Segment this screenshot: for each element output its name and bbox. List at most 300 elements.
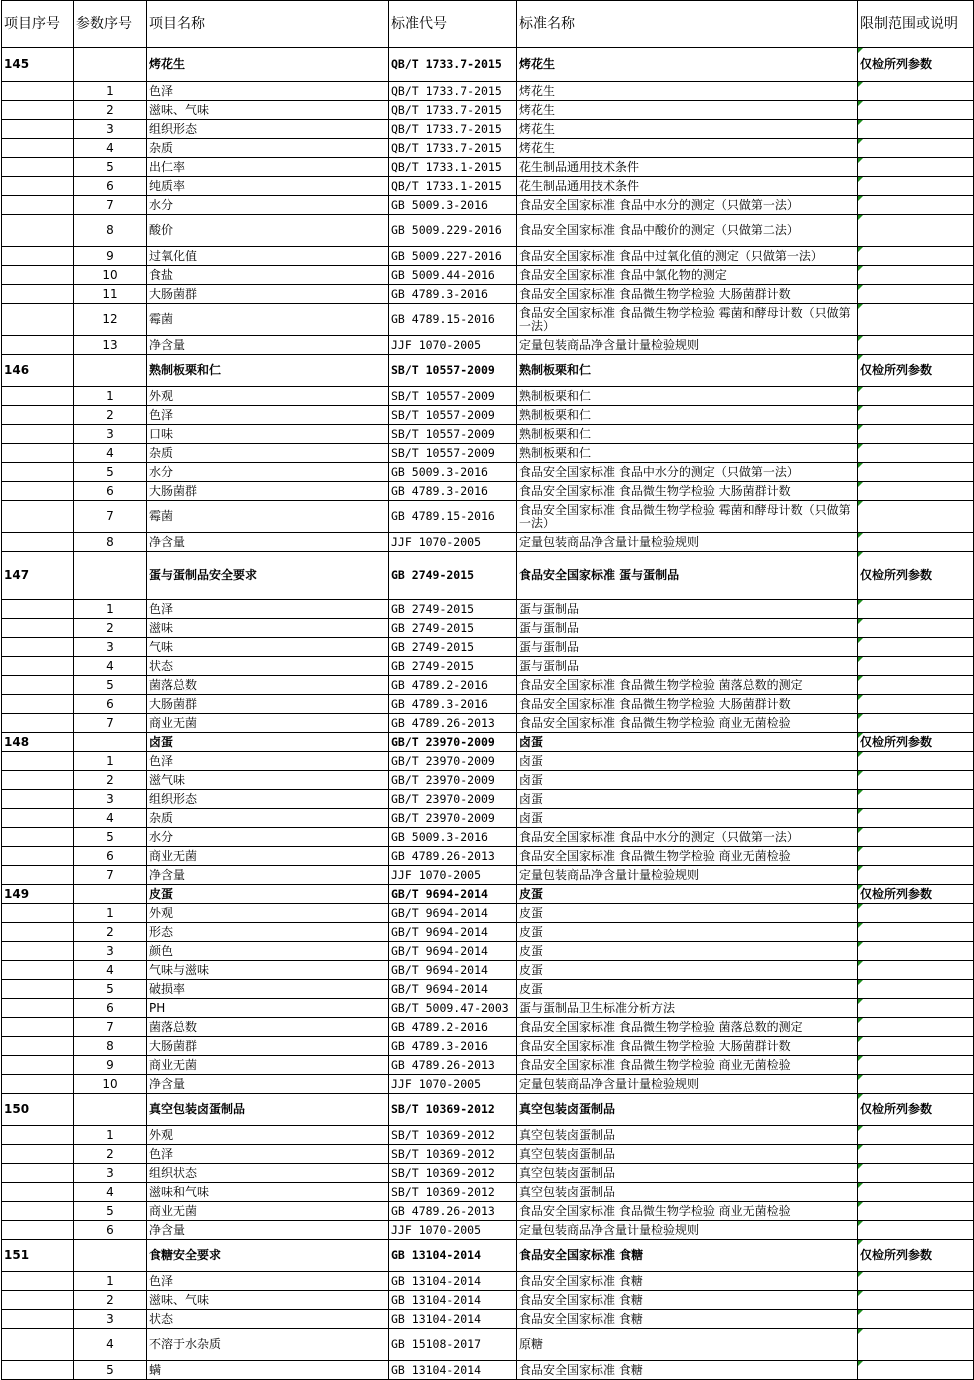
standard-name-cell: 定量包装商品净含量计量检验规则 [517,533,858,552]
scope-cell [858,828,974,847]
project-name-cell: 破损率 [147,980,389,999]
comment-marker-icon [858,406,863,411]
standard-name-cell: 真空包装卤蛋制品 [517,1164,858,1183]
param-row [2,942,974,961]
project-name-cell: 外观 [147,904,389,923]
scope-cell [858,1310,974,1329]
standard-code-cell: SB/T 10369-2012 [389,1164,517,1183]
project-no-cell [2,1202,74,1221]
standard-code-cell: GB 5009.227-2016 [389,247,517,266]
scope-text: 仅检所列参数 [860,363,933,377]
param-no-cell [74,48,147,82]
project-no-cell: 147 [2,552,74,600]
comment-marker-icon [858,101,863,106]
project-name-cell: 组织形态 [147,790,389,809]
standard-name-cell: 食品安全国家标准 食品中氯化物的测定 [517,266,858,285]
group-row [2,1094,974,1126]
scope-cell [858,752,974,771]
group-row [2,1240,974,1272]
project-name-cell: 过氧化值 [147,247,389,266]
project-no-cell [2,866,74,885]
comment-marker-icon [858,809,863,814]
comment-marker-icon [858,1361,863,1366]
comment-marker-icon [858,790,863,795]
param-no-cell: 4 [74,961,147,980]
project-name-cell: 形态 [147,923,389,942]
standard-name-cell: 皮蛋 [517,961,858,980]
project-name-cell: 色泽 [147,600,389,619]
scope-cell [858,904,974,923]
param-row [2,425,974,444]
param-no-cell: 8 [74,1037,147,1056]
project-name-cell: 卤蛋 [147,733,389,752]
project-name-cell: 大肠菌群 [147,482,389,501]
project-no-cell [2,1361,74,1380]
param-row [2,999,974,1018]
param-row [2,904,974,923]
scope-cell [858,285,974,304]
project-no-cell [2,1018,74,1037]
param-row [2,714,974,733]
param-row [2,828,974,847]
param-no-cell: 2 [74,1145,147,1164]
standard-code-cell: GB 13104-2014 [389,1310,517,1329]
scope-text: 仅检所列参数 [860,1102,933,1116]
project-no-cell [2,1183,74,1202]
param-row [2,657,974,676]
scope-cell [858,482,974,501]
scope-cell [858,1126,974,1145]
scope-cell [858,1202,974,1221]
project-no-cell [2,1329,74,1361]
param-no-cell [74,1240,147,1272]
param-row [2,120,974,139]
scope-cell [858,406,974,425]
comment-marker-icon [858,1183,863,1188]
param-no-cell: 4 [74,1183,147,1202]
standard-code-cell: QB/T 1733.7-2015 [389,101,517,120]
standard-code-cell: GB/T 23970-2009 [389,752,517,771]
standard-name-cell: 皮蛋 [517,923,858,942]
project-name-cell: 色泽 [147,1145,389,1164]
standard-name-cell: 熟制板栗和仁 [517,406,858,425]
standard-name-cell: 卤蛋 [517,733,858,752]
project-name-cell: 大肠菌群 [147,1037,389,1056]
standard-code-cell: GB/T 9694-2014 [389,980,517,999]
comment-marker-icon [858,733,863,738]
param-row [2,285,974,304]
standard-code-cell: SB/T 10369-2012 [389,1145,517,1164]
header-scope: 限制范围或说明 [858,1,974,48]
param-no-cell: 4 [74,444,147,463]
param-row [2,82,974,101]
standard-code-cell: GB/T 23970-2009 [389,733,517,752]
project-no-cell [2,714,74,733]
project-name-cell: 杂质 [147,139,389,158]
project-name-cell: 皮蛋 [147,885,389,904]
comment-marker-icon [858,1164,863,1169]
standard-code-cell: GB 2749-2015 [389,600,517,619]
project-no-cell [2,790,74,809]
param-row [2,1164,974,1183]
param-row [2,771,974,790]
project-no-cell [2,942,74,961]
comment-marker-icon [858,355,863,360]
param-row [2,961,974,980]
project-name-cell: 外观 [147,1126,389,1145]
project-no-cell [2,444,74,463]
project-name-cell: 滋味、气味 [147,1291,389,1310]
scope-cell [858,501,974,533]
comment-marker-icon [858,923,863,928]
standard-code-cell: GB/T 9694-2014 [389,942,517,961]
project-no-cell [2,1164,74,1183]
param-no-cell [74,885,147,904]
param-row [2,1018,974,1037]
project-no-cell [2,847,74,866]
scope-cell [858,463,974,482]
project-name-cell: 烤花生 [147,48,389,82]
standard-name-cell: 食品安全国家标准 食品微生物学检验 大肠菌群计数 [517,695,858,714]
project-name-cell: 颜色 [147,942,389,961]
standard-code-cell: QB/T 1733.7-2015 [389,120,517,139]
scope-cell [858,1056,974,1075]
comment-marker-icon [858,1075,863,1080]
param-row [2,847,974,866]
scope-cell [858,999,974,1018]
scope-cell [858,961,974,980]
project-no-cell [2,482,74,501]
scope-cell [858,980,974,999]
comment-marker-icon [858,1329,863,1334]
standard-name-cell: 皮蛋 [517,942,858,961]
param-row [2,619,974,638]
standard-code-cell: GB 15108-2017 [389,1329,517,1361]
project-no-cell [2,406,74,425]
param-row [2,809,974,828]
standard-name-cell: 蛋与蛋制品卫生标准分析方法 [517,999,858,1018]
param-row [2,501,974,533]
project-no-cell [2,1126,74,1145]
param-row [2,533,974,552]
scope-cell [858,215,974,247]
param-no-cell: 6 [74,847,147,866]
project-no-cell [2,809,74,828]
project-name-cell: 霉菌 [147,501,389,533]
scope-cell [858,196,974,215]
standard-name-cell: 花生制品通用技术条件 [517,177,858,196]
param-row [2,866,974,885]
scope-cell [858,1221,974,1240]
standard-name-cell: 卤蛋 [517,790,858,809]
standard-code-cell: GB/T 9694-2014 [389,961,517,980]
standard-name-cell: 食品安全国家标准 食品微生物学检验 菌落总数的测定 [517,1018,858,1037]
project-no-cell [2,1075,74,1094]
project-no-cell [2,304,74,336]
scope-cell [858,120,974,139]
standard-code-cell: GB 4789.26-2013 [389,1056,517,1075]
project-no-cell [2,285,74,304]
project-no-cell [2,101,74,120]
project-no-cell [2,904,74,923]
group-row [2,355,974,387]
standard-name-cell: 皮蛋 [517,885,858,904]
scope-cell [858,1094,974,1126]
standard-code-cell: SB/T 10369-2012 [389,1126,517,1145]
param-row [2,1202,974,1221]
project-no-cell [2,961,74,980]
project-no-cell [2,638,74,657]
group-row [2,733,974,752]
standard-code-cell: SB/T 10369-2012 [389,1094,517,1126]
comment-marker-icon [858,139,863,144]
project-name-cell: 净含量 [147,336,389,355]
param-no-cell: 10 [74,266,147,285]
comment-marker-icon [858,771,863,776]
scope-cell [858,600,974,619]
param-row [2,304,974,336]
scope-cell [858,1037,974,1056]
scope-cell [858,1240,974,1272]
project-name-cell: 霉菌 [147,304,389,336]
project-no-cell [2,533,74,552]
project-name-cell: 滋味、气味 [147,101,389,120]
param-row [2,1183,974,1202]
comment-marker-icon [858,828,863,833]
param-no-cell: 1 [74,904,147,923]
param-no-cell: 2 [74,923,147,942]
param-row [2,600,974,619]
comment-marker-icon [858,463,863,468]
scope-cell [858,809,974,828]
scope-cell [858,847,974,866]
standard-code-cell: SB/T 10557-2009 [389,425,517,444]
project-name-cell: 状态 [147,657,389,676]
project-no-cell: 145 [2,48,74,82]
param-no-cell: 7 [74,714,147,733]
standard-code-cell: QB/T 1733.7-2015 [389,48,517,82]
standard-name-cell: 熟制板栗和仁 [517,444,858,463]
comment-marker-icon [858,482,863,487]
comment-marker-icon [858,285,863,290]
standard-code-cell: GB/T 23970-2009 [389,771,517,790]
standard-name-cell: 食品安全国家标准 食糖 [517,1240,858,1272]
comment-marker-icon [858,600,863,605]
comment-marker-icon [858,552,863,557]
param-no-cell: 6 [74,177,147,196]
standard-name-cell: 食品安全国家标准 食品微生物学检验 商业无菌检验 [517,1056,858,1075]
param-row [2,790,974,809]
param-no-cell: 2 [74,1291,147,1310]
param-row [2,482,974,501]
param-no-cell: 5 [74,828,147,847]
project-name-cell: 净含量 [147,533,389,552]
scope-cell [858,714,974,733]
param-row [2,1221,974,1240]
group-row [2,48,974,82]
scope-text: 仅检所列参数 [860,1248,933,1262]
standard-code-cell: JJF 1070-2005 [389,533,517,552]
project-name-cell: 食盐 [147,266,389,285]
scope-cell [858,1018,974,1037]
param-no-cell: 8 [74,215,147,247]
standard-name-cell: 食品安全国家标准 食品中水分的测定（只做第一法） [517,828,858,847]
param-no-cell: 6 [74,999,147,1018]
standard-name-cell: 定量包装商品净含量计量检验规则 [517,866,858,885]
project-no-cell [2,1145,74,1164]
param-no-cell: 1 [74,600,147,619]
scope-text: 仅检所列参数 [860,886,933,901]
standard-name-cell: 皮蛋 [517,980,858,999]
project-no-cell: 150 [2,1094,74,1126]
param-row [2,158,974,177]
param-no-cell: 5 [74,158,147,177]
comment-marker-icon [858,501,863,506]
header-param-no: 参数序号 [74,1,147,48]
scope-cell [858,82,974,101]
param-row [2,1037,974,1056]
scope-cell [858,790,974,809]
project-no-cell [2,999,74,1018]
scope-cell [858,304,974,336]
project-name-cell: 蛋与蛋制品安全要求 [147,552,389,600]
standard-name-cell: 食品安全国家标准 食品中水分的测定（只做第一法） [517,463,858,482]
param-no-cell: 4 [74,657,147,676]
standard-code-cell: GB 2749-2015 [389,638,517,657]
scope-cell [858,1291,974,1310]
comment-marker-icon [858,120,863,125]
standard-name-cell: 食品安全国家标准 食品微生物学检验 大肠菌群计数 [517,482,858,501]
param-row [2,247,974,266]
param-no-cell: 6 [74,695,147,714]
project-name-cell: 出仁率 [147,158,389,177]
header-standard-code: 标准代号 [389,1,517,48]
project-name-cell: 商业无菌 [147,1056,389,1075]
scope-cell [858,387,974,406]
standard-code-cell: GB/T 23970-2009 [389,809,517,828]
standard-code-cell: GB 4789.3-2016 [389,695,517,714]
param-row [2,196,974,215]
header-project-no: 项目序号 [2,1,74,48]
scope-cell [858,533,974,552]
param-row [2,336,974,355]
project-name-cell: 酸价 [147,215,389,247]
standard-code-cell: GB/T 9694-2014 [389,923,517,942]
param-no-cell: 1 [74,752,147,771]
project-no-cell [2,266,74,285]
standard-code-cell: GB 2749-2015 [389,619,517,638]
standard-code-cell: GB 4789.26-2013 [389,1202,517,1221]
project-no-cell [2,158,74,177]
comment-marker-icon [858,695,863,700]
project-name-cell: 组织状态 [147,1164,389,1183]
standard-name-cell: 食品安全国家标准 食品微生物学检验 霉菌和酵母计数（只做第一法） [517,304,858,336]
project-no-cell: 149 [2,885,74,904]
param-row [2,638,974,657]
group-row [2,552,974,600]
standard-code-cell: GB 4789.15-2016 [389,501,517,533]
param-no-cell: 3 [74,425,147,444]
project-name-cell: 滋味 [147,619,389,638]
standard-name-cell: 食品安全国家标准 食品微生物学检验 商业无菌检验 [517,1202,858,1221]
scope-cell [858,552,974,600]
scope-cell [858,733,974,752]
param-no-cell: 6 [74,482,147,501]
param-row [2,676,974,695]
scope-cell [858,1145,974,1164]
project-name-cell: 外观 [147,387,389,406]
scope-cell [858,177,974,196]
standard-name-cell: 食品安全国家标准 食糖 [517,1310,858,1329]
project-name-cell: 水分 [147,828,389,847]
project-no-cell [2,695,74,714]
scope-cell [858,444,974,463]
standard-name-cell: 蛋与蛋制品 [517,638,858,657]
comment-marker-icon [858,1126,863,1131]
scope-cell [858,247,974,266]
standard-code-cell: GB 4789.3-2016 [389,1037,517,1056]
param-row [2,923,974,942]
standard-name-cell: 烤花生 [517,139,858,158]
project-no-cell [2,247,74,266]
scope-cell [858,923,974,942]
standard-code-cell: JJF 1070-2005 [389,1075,517,1094]
scope-cell [858,1361,974,1380]
project-no-cell [2,196,74,215]
project-no-cell [2,501,74,533]
standard-name-cell: 定量包装商品净含量计量检验规则 [517,336,858,355]
param-no-cell: 5 [74,1202,147,1221]
project-name-cell: 组织形态 [147,120,389,139]
project-name-cell: 色泽 [147,1272,389,1291]
group-row [2,885,974,904]
scope-cell [858,695,974,714]
param-no-cell: 13 [74,336,147,355]
standard-name-cell: 食品安全国家标准 食糖 [517,1291,858,1310]
project-no-cell [2,923,74,942]
scope-cell [858,48,974,82]
standard-name-cell: 熟制板栗和仁 [517,355,858,387]
standard-code-cell: GB 13104-2014 [389,1240,517,1272]
comment-marker-icon [858,444,863,449]
standard-name-cell: 真空包装卤蛋制品 [517,1145,858,1164]
scope-cell [858,1329,974,1361]
param-no-cell: 7 [74,1018,147,1037]
comment-marker-icon [858,247,863,252]
param-row [2,1075,974,1094]
project-no-cell [2,177,74,196]
param-no-cell: 2 [74,619,147,638]
comment-marker-icon [858,425,863,430]
param-no-cell: 9 [74,1056,147,1075]
param-row [2,752,974,771]
project-no-cell [2,771,74,790]
param-row [2,1126,974,1145]
param-no-cell [74,552,147,600]
standard-name-cell: 真空包装卤蛋制品 [517,1126,858,1145]
standard-name-cell: 食品安全国家标准 食品中酸价的测定（只做第二法） [517,215,858,247]
comment-marker-icon [858,999,863,1004]
standard-code-cell: GB 4789.3-2016 [389,285,517,304]
standard-name-cell: 卤蛋 [517,752,858,771]
standard-name-cell: 食品安全国家标准 食品微生物学检验 大肠菌群计数 [517,1037,858,1056]
standard-name-cell: 烤花生 [517,82,858,101]
standard-name-cell: 食品安全国家标准 蛋与蛋制品 [517,552,858,600]
header-standard-name: 标准名称 [517,1,858,48]
standard-code-cell: GB 5009.44-2016 [389,266,517,285]
standard-code-cell: SB/T 10557-2009 [389,406,517,425]
standard-code-cell: GB 4789.26-2013 [389,714,517,733]
